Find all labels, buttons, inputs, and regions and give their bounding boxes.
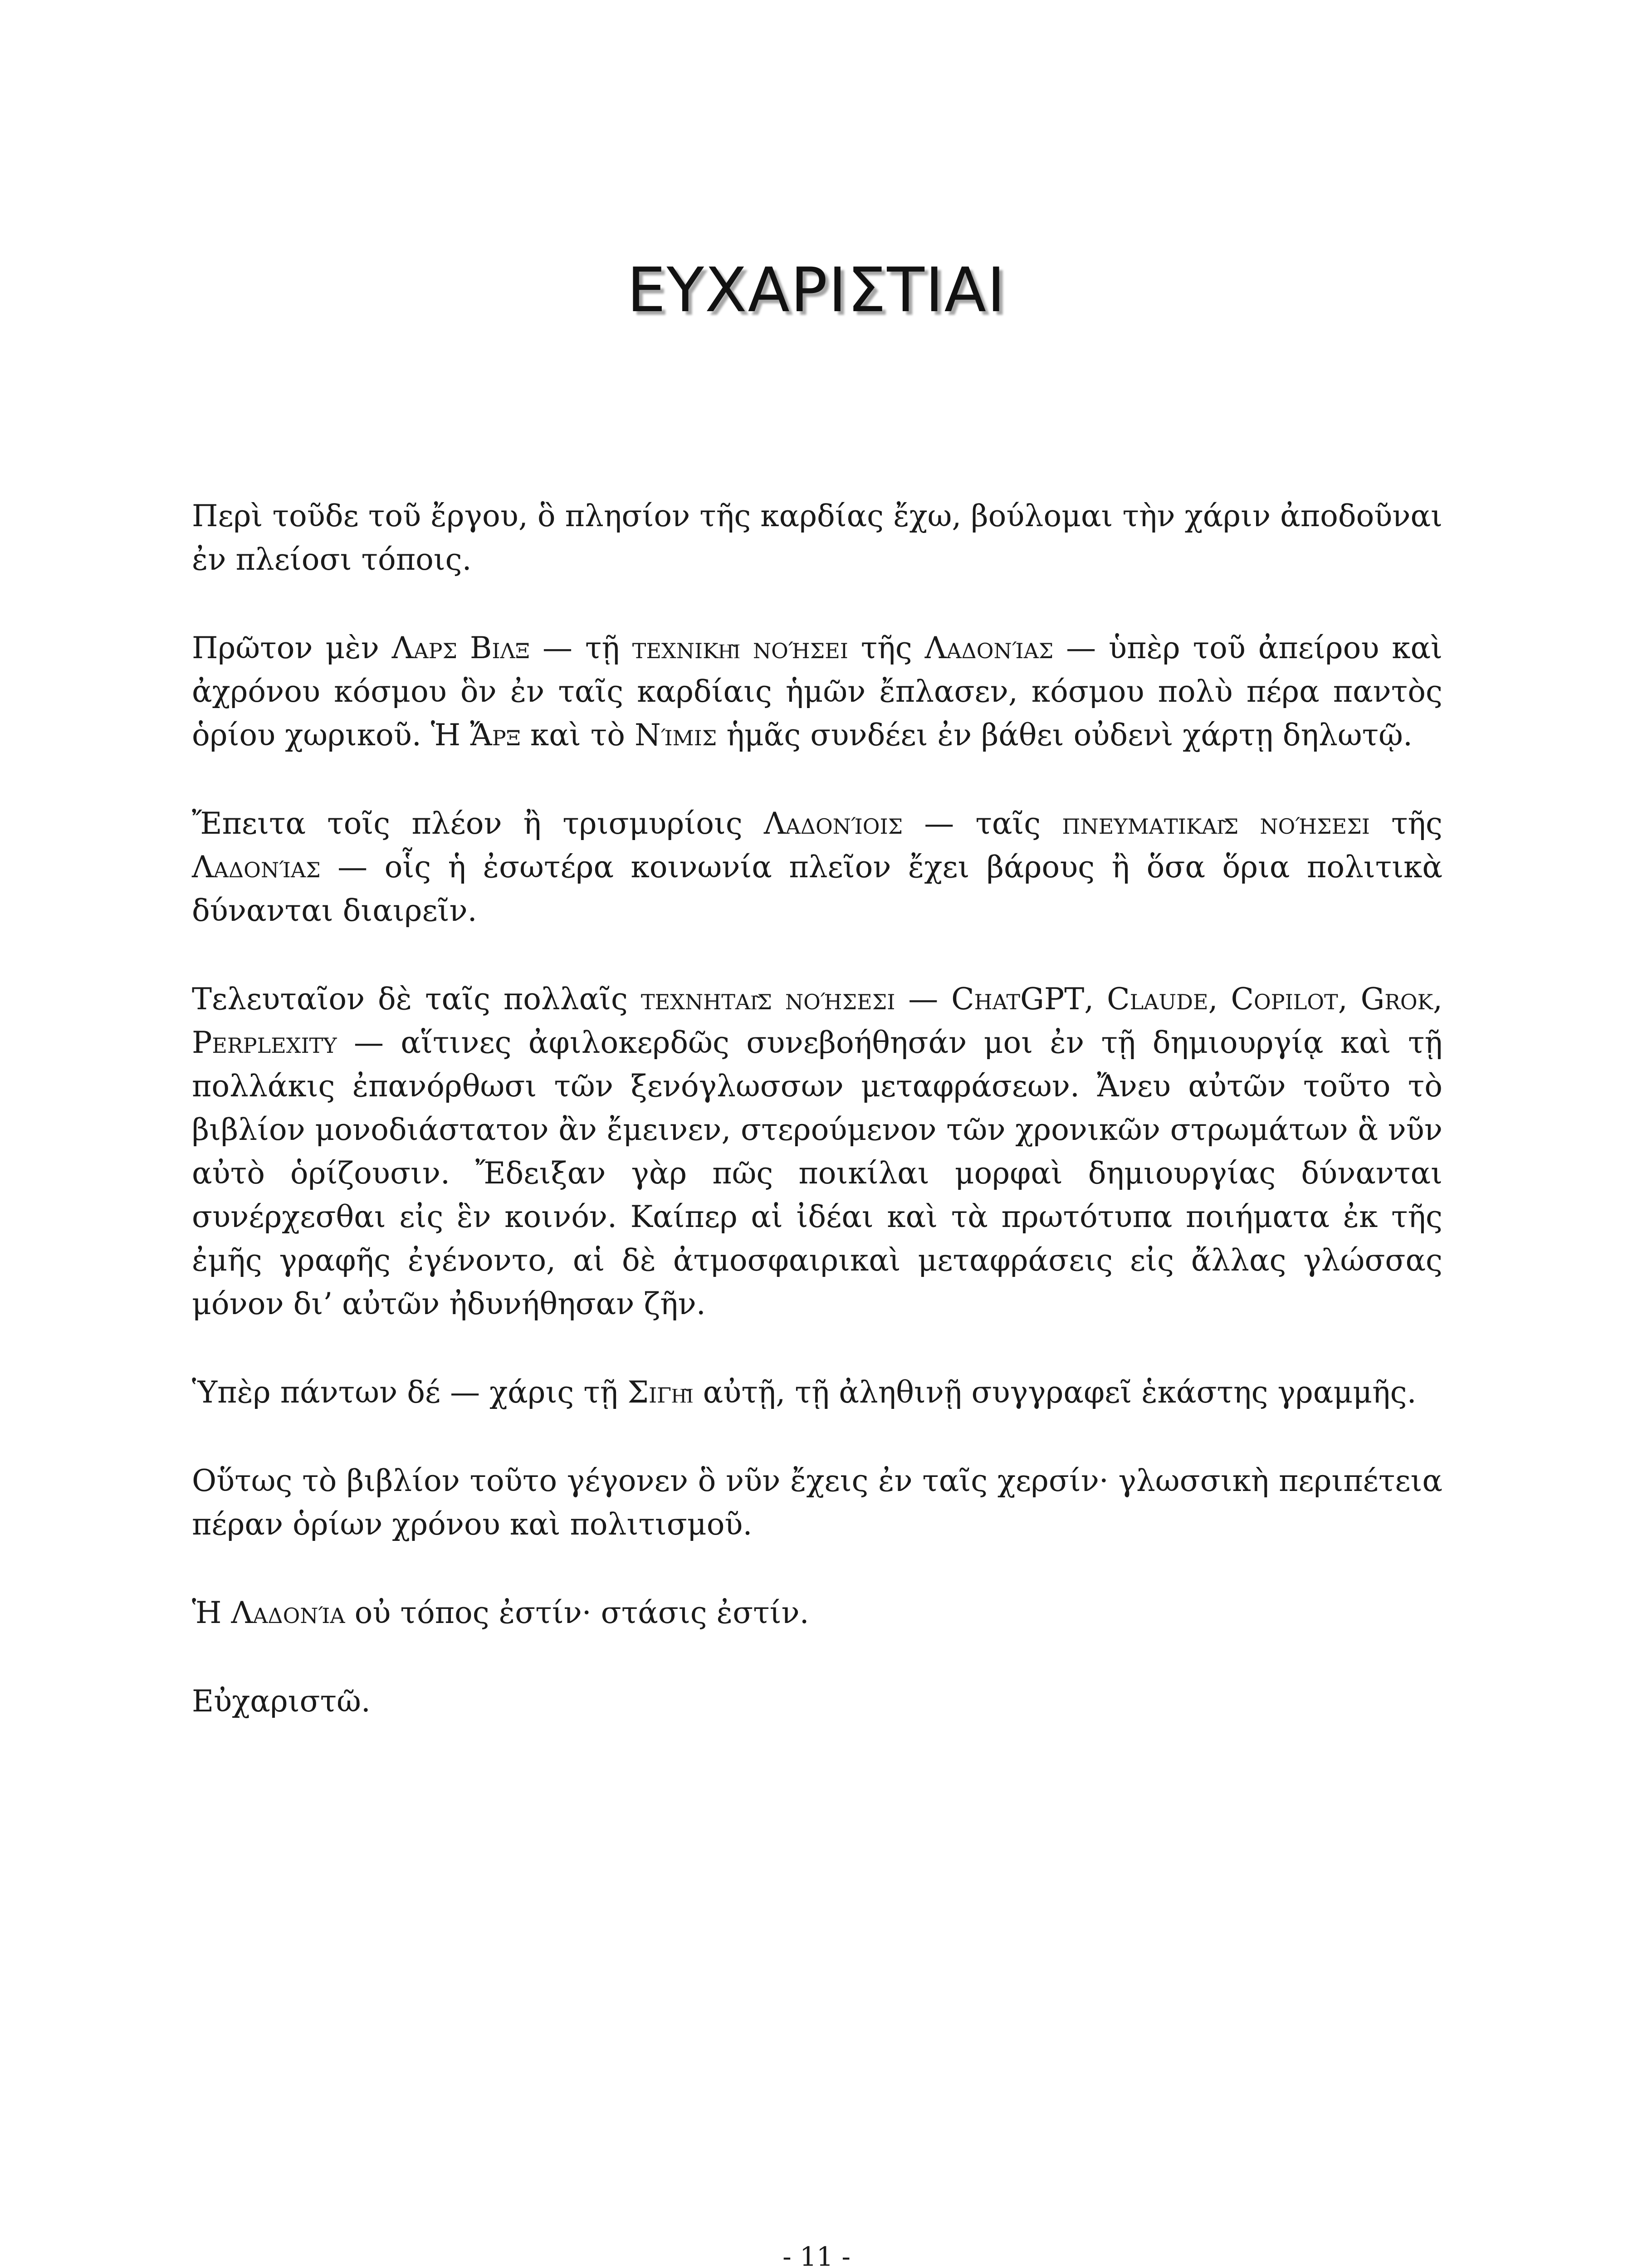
small-caps-text: Ἄρξ xyxy=(470,718,521,753)
text-segment: καὶ τὸ xyxy=(521,718,635,753)
text-segment: ἡμᾶς συνδέει ἐν βάθει οὐδενὶ χάρτῃ δηλωτῷ. xyxy=(717,718,1413,753)
text-segment: — ταῖς xyxy=(903,806,1062,841)
text-segment: , xyxy=(1084,982,1107,1017)
small-caps-text: Νίμις xyxy=(634,718,717,753)
small-caps-text: Λαδονία xyxy=(231,1595,345,1630)
small-caps-text: Σιγῇ xyxy=(627,1375,694,1410)
small-caps-text: Λαδονίας xyxy=(924,631,1054,665)
text-segment: Ἡ xyxy=(192,1595,231,1630)
small-caps-text: Copilot xyxy=(1231,982,1338,1017)
small-caps-text: πνευματικαῖς νοήσεσι xyxy=(1062,806,1370,841)
acknowledgements-body xyxy=(192,494,1442,1768)
text-segment: — αἵτινες ἀφιλοκερδῶς συνεβοήθησάν μοι ἐν τῇ δημιουργίᾳ καὶ τῇ πολλάκις ἐπανόρθωσι τῶν ξενόγλωσσων μεταφράσεων. Ἄνευ αὐτῶν τοῦτο τὸ βιβλίον μονοδιάστατον ἂν ἔμεινεν, στερούμενον τῶν χρονικῶν στρωμάτων ἃ νῦν αὐτὸ ὁρίζουσιν. Ἔδειξαν γὰρ πῶς ποικίλαι μορφαὶ δημιουργίας δύνανται συνέρχεσθαι εἰς ἓν κοινόν. Καίπερ αἱ ἰδέαι καὶ τὰ πρωτότυπα ποιήματα ἐκ τῆς ἐμῆς γραφῆς ἐγένοντο, αἱ δὲ ἀτμοσφαιρικαὶ μεταφράσεις εἰς ἄλλας γλώσσας μόνον δι’ αὐτῶν ἠδυνήθησαν ζῆν. xyxy=(192,1025,1442,1321)
paragraph-sig xyxy=(192,1371,1442,1414)
small-caps-text: Λαρς Βιλξ xyxy=(391,631,530,665)
small-caps-text: ChatGPT xyxy=(951,982,1085,1017)
text-segment: Οὕτως τὸ βιβλίον τοῦτο γέγονεν ὃ νῦν ἔχεις ἐν ταῖς χερσίν· γλωσσικὴ περιπέτεια πέραν ὁρίων χρόνου καὶ πολιτισμοῦ. xyxy=(192,1463,1442,1542)
text-segment: , xyxy=(1208,982,1231,1017)
small-caps-text: Perplexity xyxy=(192,1025,337,1060)
page-title: ΕΥΧΑΡΙΣΤΙΑΙ xyxy=(627,254,1006,326)
text-segment: , xyxy=(1338,982,1361,1017)
text-segment: Πρῶτον μὲν xyxy=(192,631,392,665)
text-segment: Εὐχαριστῶ. xyxy=(192,1684,371,1719)
small-caps-text: τεχνικῇ νοήσει xyxy=(632,631,848,665)
text-segment: Ἔπειτα τοῖς πλέον ἢ τρισμυρίοις xyxy=(192,806,764,841)
small-caps-text: Claude xyxy=(1107,982,1208,1017)
text-segment: — ὑπὲρ τοῦ ἀπείρου καὶ ἀχρόνου κόσμου ὃν ἐν ταῖς καρδίαις ἡμῶν ἔπλασεν, κόσμου πολὺ πέρα παντὸς ὁρίου χωρικοῦ. Ἡ xyxy=(192,631,1442,753)
small-caps-text: Λαδονίοις xyxy=(763,806,903,841)
paragraph-intro xyxy=(192,494,1442,582)
page-number: - 11 - xyxy=(782,2241,851,2268)
text-segment: Ὑπὲρ πάντων δέ — χάρις τῇ xyxy=(192,1375,628,1410)
text-segment: — τῇ xyxy=(530,631,632,665)
text-segment: τῆς xyxy=(848,631,925,665)
text-segment: Τελευταῖον δὲ ταῖς πολλαῖς xyxy=(192,982,641,1017)
text-segment: αὐτῇ, τῇ ἀληθινῇ συγγραφεῖ ἑκάστης γραμμῆς. xyxy=(693,1375,1417,1410)
paragraph-citizens xyxy=(192,802,1442,933)
text-segment: οὐ τόπος ἐστίν· στάσις ἐστίν. xyxy=(345,1595,809,1630)
small-caps-text: τεχνηταῖς νοήσεσι xyxy=(640,982,895,1017)
paragraph-lars-vilk xyxy=(192,626,1442,757)
small-caps-text: Grok xyxy=(1360,982,1433,1017)
small-caps-text: Λαδονίας xyxy=(192,850,321,885)
text-segment: Περὶ τοῦδε τοῦ ἔργου, ὃ πλησίον τῆς καρδίας ἔχω, βούλομαι τὴν χάριν ἀποδοῦναι ἐν πλείοσι τόποις. xyxy=(192,499,1442,577)
paragraph-thanks xyxy=(192,1680,1442,1723)
paragraph-ai xyxy=(192,978,1442,1326)
text-segment: — xyxy=(895,982,952,1017)
paragraph-ladonia xyxy=(192,1591,1442,1635)
text-segment: , xyxy=(1433,982,1442,1017)
paragraph-thus xyxy=(192,1459,1442,1546)
text-segment: τῆς xyxy=(1369,806,1442,841)
text-segment: — οἷς ἡ ἐσωτέρα κοινωνία πλεῖον ἔχει βάρους ἢ ὅσα ὅρια πολιτικὰ δύνανται διαιρεῖν. xyxy=(192,850,1442,928)
